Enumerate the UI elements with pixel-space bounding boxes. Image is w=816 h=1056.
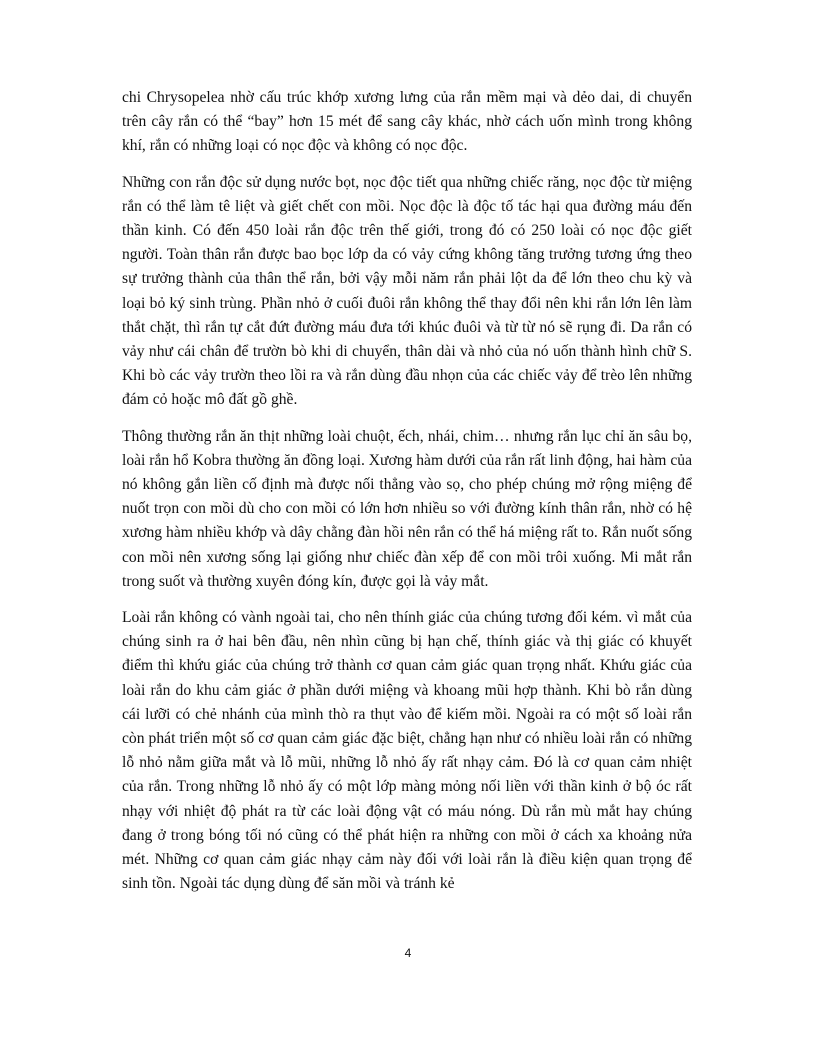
paragraph-1: chi Chrysopelea nhờ cấu trúc khớp xương lưng của rắn mềm mại và dẻo dai, di chuyển trên cây rắn có thể “bay” hơn 15 mét để sang cây khác, nhờ cách uốn mình trong không khí, rắn có những loại có nọc độc và không có nọc độc. xyxy=(122,89,692,155)
paragraph-3: Thông thường rắn ăn thịt những loài chuột, ếch, nhái, chim… nhưng rắn lục chỉ ăn sâu bọ, loài rắn hổ Kobra thường ăn đồng loại. Xương hàm dưới của rắn rất linh động, hai hàm của nó không gắn liền cố định mà được nối thẳng vào sọ, cho phép chúng mở rộng miệng để nuốt trọn con mồi dù cho con mồi có lớn hơn nhiều so với đường kính thân rắn, nhờ có hệ xương hàm nhiều khớp và dây chằng đàn hồi nên rắn có thể há miệng rất to. Rắn nuốt sống con mồi nên xương sống lại giống như chiếc đàn xếp để con mồi trôi xuống. Mi mắt rắn trong suốt và thường xuyên đóng kín, được gọi là vảy mắt. xyxy=(122,427,692,590)
paragraph-2: Những con rắn độc sử dụng nước bọt, nọc độc tiết qua những chiếc răng, nọc độc từ miệng rắn có thể làm tê liệt và giết chết con mồi. Nọc độc là độc tố tác hại qua đường máu đến thần kinh. Có đến 450 loài rắn độc trên thế giới, trong đó có 250 loài có nọc độc giết người. Toàn thân rắn được bao bọc lớp da có vảy cứng không tăng trưởng tương ứng theo sự trưởng thành của thân thể rắn, bởi vậy mỗi năm rắn phải lột da để lớn theo chu kỳ và loại bỏ ký sinh trùng. Phần nhỏ ở cuối đuôi rắn không thể thay đổi nên khi rắn lớn lên làm thắt chặt, thì rắn tự cắt đứt đường máu đưa tới khúc đuôi và từ từ nó sẽ rụng đi. Da rắn có vảy như cái chân để trườn bò khi di chuyển, thân dài và nhỏ của nó uốn thành hình chữ S. Khi bò các vảy trườn theo lồi ra và rắn dùng đầu nhọn của các chiếc vảy để trèo lên những đám cỏ hoặc mô đất gồ ghề. xyxy=(122,173,692,409)
paragraph-4: Loài rắn không có vành ngoài tai, cho nên thính giác của chúng tương đối kém. vì mắt của chúng sinh ra ở hai bên đầu, nên nhìn cũng bị hạn chế, thính giác và thị giác có khuyết điểm thì khứu giác của chúng trở thành cơ quan cảm giác quan trọng nhất. Khứu giác của loài rắn do khu cảm giác ở phần dưới miệng và khoang mũi hợp thành. Khi bò rắn dùng cái lưỡi có chẻ nhánh của mình thò ra thụt vào để kiếm mồi. Ngoài ra có một số loài rắn còn phát triển một số cơ quan cảm giác đặc biệt, chẳng hạn như có nhiều loài rắn có những lỗ nhỏ nằm giữa mắt và lỗ mũi, những lỗ nhỏ ấy rất nhạy cảm. Đó là cơ quan cảm nhiệt của rắn. Trong những lỗ nhỏ ấy có một lớp màng mỏng nối liền với thần kinh ở bộ óc rất nhạy với nhiệt độ phát ra từ các loài động vật có máu nóng. Dù rắn mù mắt hay chúng đang ở trong bóng tối nó cũng có thể phát hiện ra những con mồi ở cách xa khoảng nửa mét. Những cơ quan cảm giác nhạy cảm này đối với loài rắn là điều kiện quan trọng để sinh tồn. Ngoài tác dụng dùng để săn mồi và tránh kẻ xyxy=(122,609,692,893)
page-number: 4 xyxy=(404,946,412,960)
body-text xyxy=(122,86,692,909)
